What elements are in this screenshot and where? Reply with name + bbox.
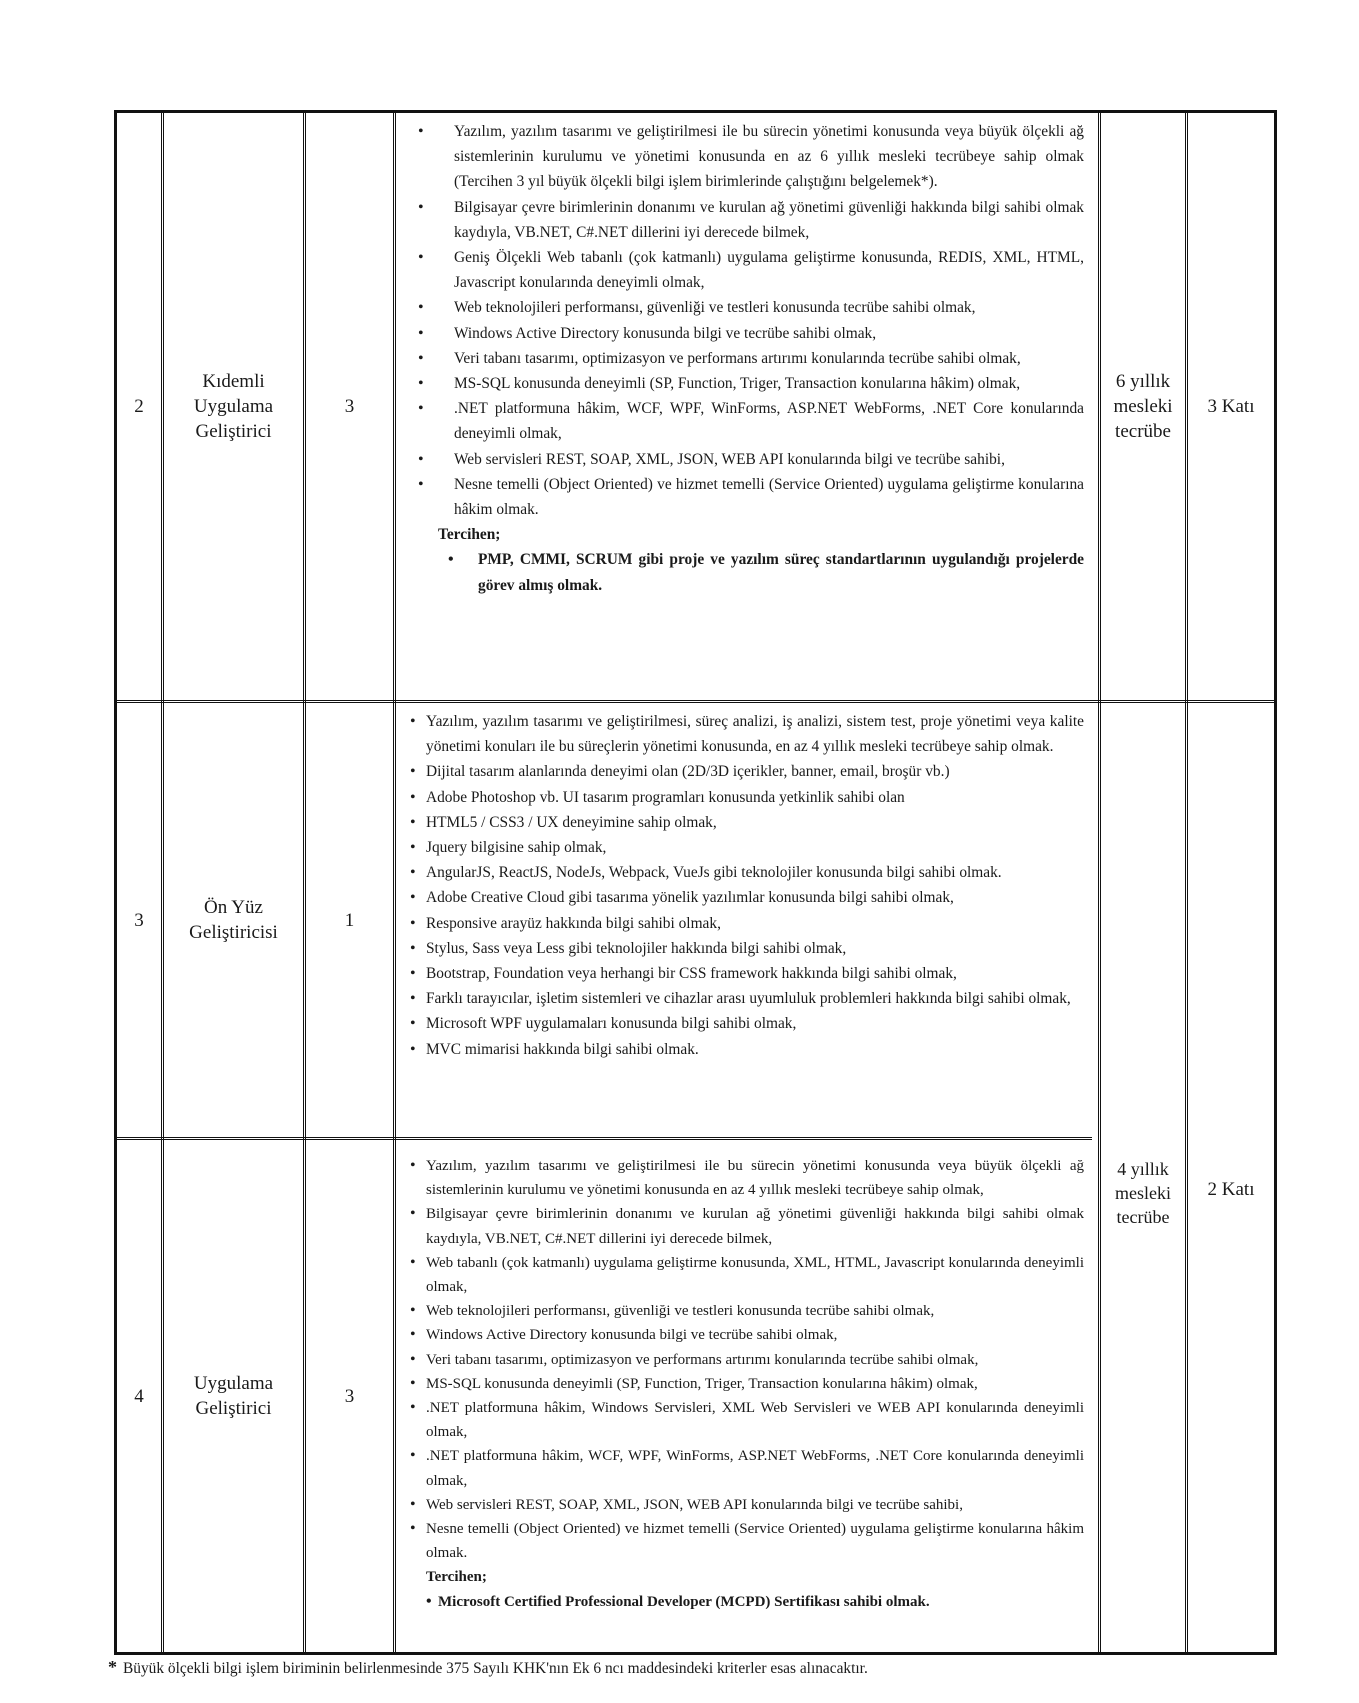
row-number: 4 [134,1385,144,1407]
table-row [117,113,1274,700]
position-table [114,110,1277,1655]
row-number: 3 [134,909,144,931]
preferred-label: Tercihen; [426,1569,487,1586]
requirement-item: • Responsive arayüz hakkında bilgi sahibi olmak, [408,911,1084,936]
requirement-item: • Yazılım, yazılım tasarımı ve geliştirilmesi ile bu sürecin yönetimi konusunda veya büyük ölçekli ağ sistemlerinin kurulumu ve yönetimi konusunda en az 4 yıllık mesleki tecrübeye sahip olmak, [408,1154,1084,1202]
requirement-item: • MS-SQL konusunda deneyimli (SP, Function, Triger, Transaction konularına hâkim) olmak, [408,1372,1084,1396]
requirement-item: • Windows Active Directory konusunda bilgi ve tecrübe sahibi olmak, [408,321,1084,346]
salary-cell: 3 Katı [1207,396,1255,417]
requirement-item: • Adobe Photoshop vb. UI tasarım programları konusunda yetkinlik sahibi olan [408,785,1084,810]
requirement-item: • Adobe Creative Cloud gibi tasarıma yönelik yazılımlar konusunda bilgi sahibi olmak, [408,885,1084,910]
salary-cell: 2 Katı [1207,1179,1255,1200]
requirements-cell [396,703,1098,1137]
position-title: Ön Yüz Geliştiricisi [189,897,278,943]
footnote [108,1657,868,1678]
requirement-item: • Windows Active Directory konusunda bilgi ve tecrübe sahibi olmak, [408,1323,1084,1347]
position-count: 1 [344,909,355,931]
requirements-list [408,1154,1084,1565]
requirement-item: • Bilgisayar çevre birimlerinin donanımı ve kurulan ağ yönetimi güvenliği hakkında bilgi sahibi olmak kaydıyla, VB.NET, C#.NET dillerini iyi derecede bilmek, [408,1202,1084,1250]
requirement-item: • Veri tabanı tasarımı, optimizasyon ve performans artırımı konularında tecrübe sahibi olmak, [408,346,1084,371]
requirements-cell [396,1140,1098,1652]
requirement-item: • HTML5 / CSS3 / UX deneyimine sahip olmak, [408,810,1084,835]
requirements-cell [396,113,1098,700]
requirement-item: • Web teknolojileri performansı, güvenliği ve testleri konusunda tecrübe sahibi olmak, [408,1299,1084,1323]
experience-cell: 6 yıllık mesleki tecrübe [1113,371,1173,442]
requirement-item: • Jquery bilgisine sahip olmak, [408,835,1084,860]
requirement-item: • Yazılım, yazılım tasarımı ve geliştirilmesi, süreç analizi, iş analizi, sistem test, proje yönetimi veya kalite yönetimi konuları ile bu süreçlerin yönetimi konusunda, en az 4 yıllık mesleki tecrübeye sahip olmak. [408,709,1084,759]
requirement-item: • Web servisleri REST, SOAP, XML, JSON, WEB API konularında bilgi ve tecrübe sahibi, [408,1493,1084,1517]
requirement-item: • Farklı tarayıcılar, işletim sistemleri ve cihazlar arası uyumluluk problemleri hakkında bilgi sahibi olmak, [408,986,1084,1011]
requirements-list [408,119,1084,522]
requirement-item: • Veri tabanı tasarımı, optimizasyon ve performans artırımı konularında tecrübe sahibi olmak, [408,1348,1084,1372]
requirement-item: • Geniş Ölçekli Web tabanlı (çok katmanlı) uygulama geliştirme konusunda, REDIS, XML, HTML, Javascript konularında deneyimli olmak, [408,245,1084,295]
requirement-item: • .NET platformuna hâkim, Windows Servisleri, XML Web Servisleri ve WEB API konularında deneyimli olmak, [408,1396,1084,1444]
preferred-item: • Microsoft Certified Professional Developer (MCPD) Sertifikası sahibi olmak. [408,1590,1084,1614]
position-title: Kıdemli Uygulama Geliştirici [193,371,274,442]
position-title: Uygulama Geliştirici [193,1373,274,1419]
requirement-item: • MVC mimarisi hakkında bilgi sahibi olmak. [408,1037,1084,1062]
position-count: 3 [344,1385,355,1407]
preferred-list [408,1590,1084,1614]
requirement-item: • Nesne temelli (Object Oriented) ve hizmet temelli (Service Oriented) uygulama geliştirme konularına hâkim olmak. [408,472,1084,522]
requirement-item: • AngularJS, ReactJS, NodeJs, Webpack, VueJs gibi teknolojiler konusunda bilgi sahibi olmak. [408,860,1084,885]
requirement-item: • Bilgisayar çevre birimlerinin donanımı ve kurulan ağ yönetimi güvenliği hakkında bilgi sahibi olmak kaydıyla, VB.NET, C#.NET dillerini iyi derecede bilmek, [408,195,1084,245]
preferred-list [408,547,1084,597]
requirement-item: • Bootstrap, Foundation veya herhangi bir CSS framework hakkında bilgi sahibi olmak, [408,961,1084,986]
requirement-item: • Stylus, Sass veya Less gibi teknolojiler hakkında bilgi sahibi olmak, [408,936,1084,961]
preferred-label: Tercihen; [438,526,501,544]
experience-cell: 4 yıllık mesleki tecrübe [1115,1159,1171,1227]
requirement-item: • Web tabanlı (çok katmanlı) uygulama geliştirme konusunda, XML, HTML, Javascript konularında deneyimli olmak, [408,1251,1084,1299]
requirement-item: • MS-SQL konusunda deneyimli (SP, Function, Triger, Transaction konularına hâkim) olmak, [408,371,1084,396]
requirement-item: • Web teknolojileri performansı, güvenliği ve testleri konusunda tecrübe sahibi olmak, [408,295,1084,320]
requirement-item: • .NET platformuna hâkim, WCF, WPF, WinForms, ASP.NET WebForms, .NET Core konularında deneyimli olmak, [408,1444,1084,1492]
requirement-item: • Dijital tasarım alanlarında deneyimi olan (2D/3D içerikler, banner, email, broşür vb.) [408,759,1084,784]
requirement-item: • Web servisleri REST, SOAP, XML, JSON, WEB API konularında bilgi ve tecrübe sahibi, [408,447,1084,472]
requirement-item: • Microsoft WPF uygulamaları konusunda bilgi sahibi olmak, [408,1011,1084,1036]
requirements-list [408,709,1084,1062]
row-number: 2 [134,396,144,417]
preferred-item: • PMP, CMMI, SCRUM gibi proje ve yazılım süreç standartlarının uygulandığı projelerde görev almış olmak. [408,547,1084,597]
requirement-item: • Yazılım, yazılım tasarımı ve geliştirilmesi ile bu sürecin yönetimi konusunda veya büyük ölçekli ağ sistemlerinin kurulumu ve yönetimi konusunda en az 6 yıllık mesleki tecrübeye sahip olmak (Tercihen 3 yıl büyük ölçekli bilgi işlem birimlerinde çalıştığını belgelemek*). [408,119,1084,195]
footnote-marker: * [108,1657,117,1677]
position-count: 3 [344,396,355,417]
requirement-item: • Nesne temelli (Object Oriented) ve hizmet temelli (Service Oriented) uygulama geliştirme konularına hâkim olmak. [408,1517,1084,1565]
requirement-item: • .NET platformuna hâkim, WCF, WPF, WinForms, ASP.NET WebForms, .NET Core konularında deneyimli olmak, [408,396,1084,446]
footnote-text: Büyük ölçekli bilgi işlem biriminin belirlenmesinde 375 Sayılı KHK'nın Ek 6 ncı maddesindeki kriterler esas alınacaktır. [123,1660,868,1677]
